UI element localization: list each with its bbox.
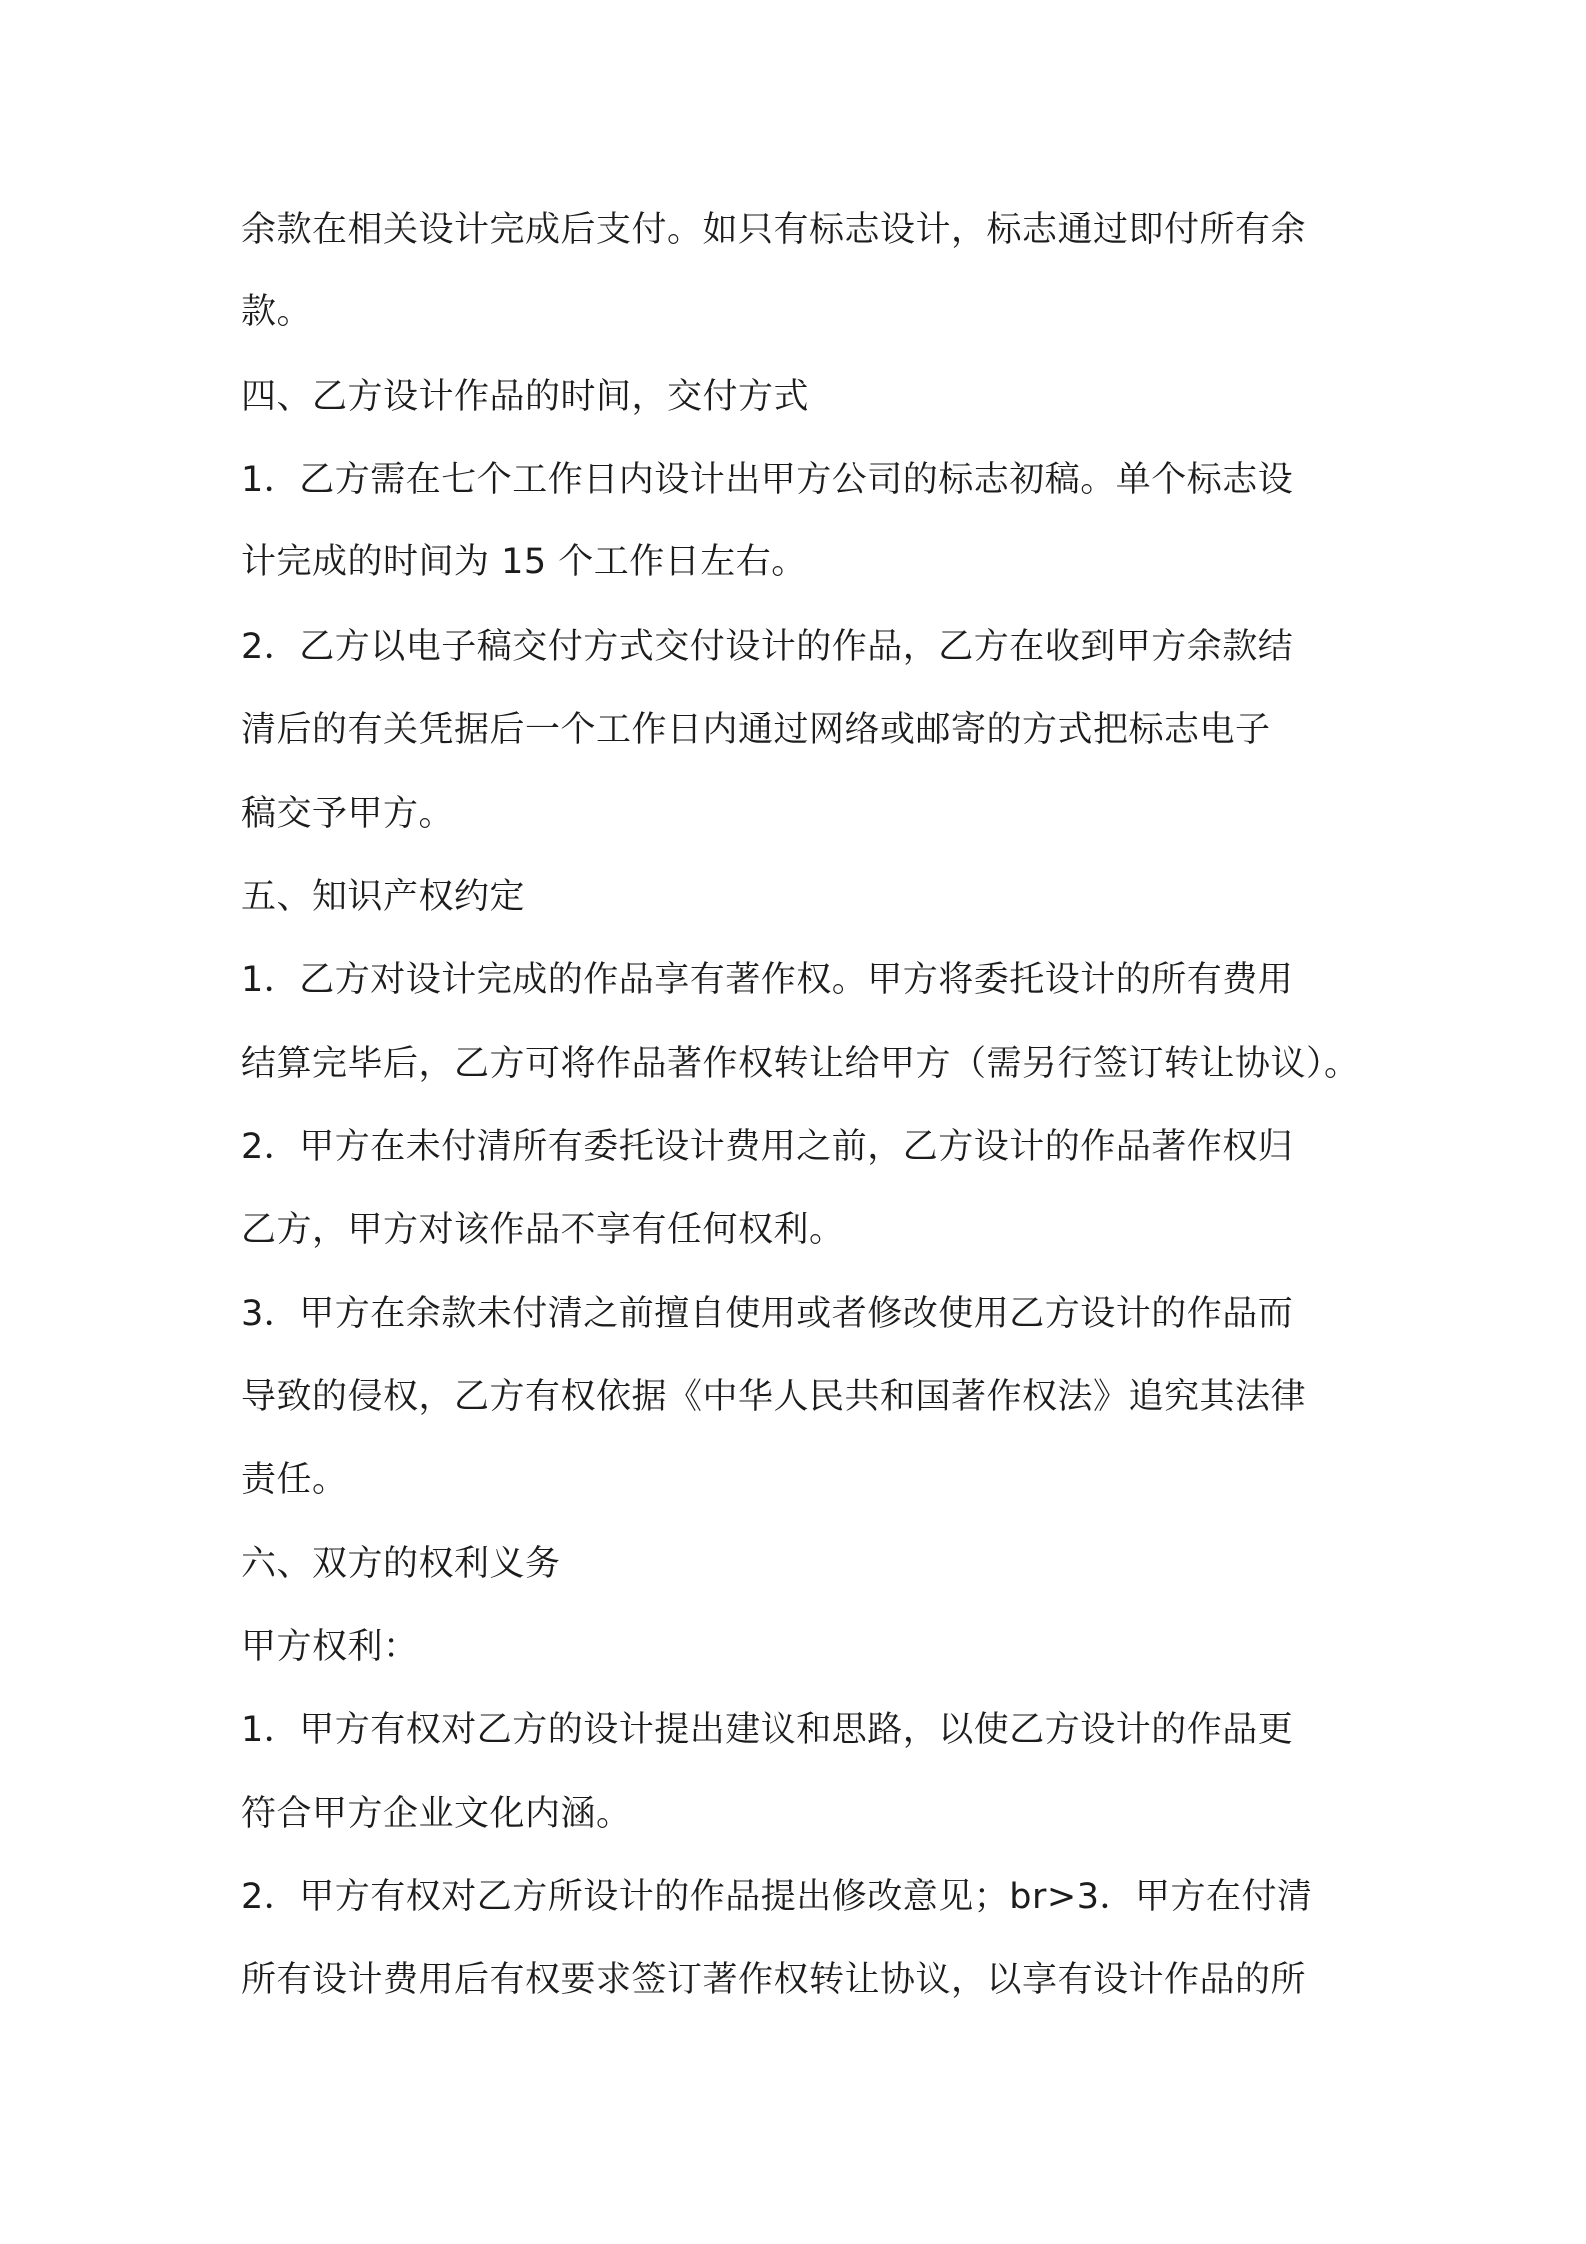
paragraph-line: 2．甲方在未付清所有委托设计费用之前，乙方设计的作品著作权归 xyxy=(241,1127,1294,1167)
section-heading: 四、乙方设计作品的时间，交付方式 xyxy=(241,377,810,417)
paragraph-line: 清后的有关凭据后一个工作日内通过网络或邮寄的方式把标志电子 xyxy=(241,710,1271,750)
paragraph-line: 3．甲方在余款未付清之前擅自使用或者修改使用乙方设计的作品而 xyxy=(241,1294,1294,1334)
paragraph-line: 2．乙方以电子稿交付方式交付设计的作品，乙方在收到甲方余款结 xyxy=(241,627,1294,667)
paragraph-line: 乙方，甲方对该作品不享有任何权利。 xyxy=(241,1210,845,1250)
section-heading: 五、知识产权约定 xyxy=(241,877,526,917)
paragraph-line: 计完成的时间为 15 个工作日左右。 xyxy=(241,542,807,582)
paragraph-line: 导致的侵权，乙方有权依据《中华人民共和国著作权法》追究其法律 xyxy=(241,1377,1307,1417)
paragraph-line: 款。 xyxy=(241,292,313,332)
paragraph-line: 1．乙方对设计完成的作品享有著作权。甲方将委托设计的所有费用 xyxy=(241,960,1294,1000)
paragraph-line: 2．甲方有权对乙方所设计的作品提出修改意见；br>3．甲方在付清 xyxy=(241,1877,1313,1917)
paragraph-line: 1．乙方需在七个工作日内设计出甲方公司的标志初稿。单个标志设 xyxy=(241,460,1294,500)
paragraph-line: 1．甲方有权对乙方的设计提出建议和思路，以使乙方设计的作品更 xyxy=(241,1710,1294,1750)
paragraph-line: 结算完毕后，乙方可将作品著作权转让给甲方（需另行签订转让协议）。 xyxy=(241,1044,1360,1084)
paragraph-line: 符合甲方企业文化内涵。 xyxy=(241,1794,632,1834)
subsection-heading: 甲方权利： xyxy=(241,1627,419,1667)
paragraph-line: 责任。 xyxy=(241,1460,348,1500)
paragraph-line: 所有设计费用后有权要求签订著作权转让协议，以享有设计作品的所 xyxy=(241,1960,1307,2000)
paragraph-line: 余款在相关设计完成后支付。如只有标志设计，标志通过即付所有余 xyxy=(241,210,1307,250)
paragraph-line: 稿交予甲方。 xyxy=(241,794,455,834)
section-heading: 六、双方的权利义务 xyxy=(241,1544,561,1584)
